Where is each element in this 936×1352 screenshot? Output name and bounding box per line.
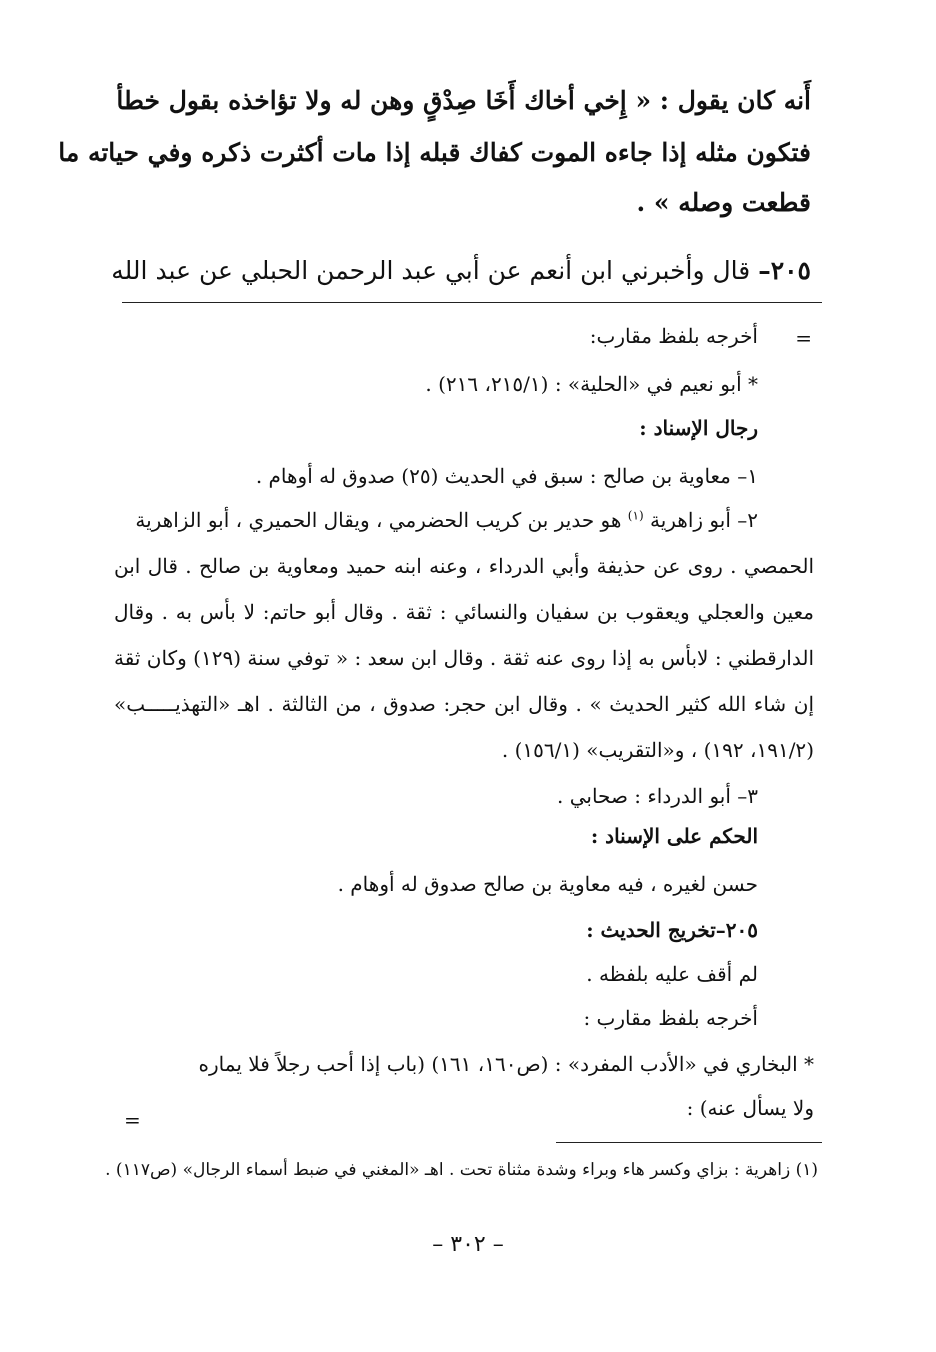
narrator-1-line: ١– معاوية بن صالح : سبق في الحديث (٢٥) صدوق له أوهام . bbox=[255, 464, 758, 488]
main-text-line-1: أَنه كان يقول : « إِخي أخاك أَخَا صِدْقٍ وهن له ولا تؤاخذه بقول خطأ bbox=[116, 86, 811, 115]
continuation-mark-bottom: = bbox=[124, 1108, 141, 1132]
footnote-ref[interactable]: (١) bbox=[627, 508, 644, 523]
narrator-2-desc: هو حدير بن كريب الحضرمي ، ويقال الحميري ، أبو الزاهرية bbox=[135, 508, 622, 532]
bukhari-line-2: ولا يسأل عنه) : bbox=[686, 1096, 814, 1120]
hadith-205-line bbox=[111, 256, 811, 285]
hadith-text: قال وأخبرني ابن أنعم عن أبي عبد الرحمن الحبلي عن عبد الله bbox=[111, 256, 751, 285]
footnote-separator bbox=[556, 1142, 822, 1143]
narrator-2-line-4: الدارقطني : لابأس به إذا روى عنه ثقة . وقال ابن سعد : « توفي سنة (١٢٩) وكان ثقة bbox=[114, 646, 814, 670]
rijal-heading: رجال الإسناد : bbox=[639, 416, 758, 440]
narrator-2-line-6: (١٩١/٢، ١٩٢) ، و«التقريب» (١٥٦/١) . bbox=[501, 738, 814, 762]
lam-aqif-line: لم أقف عليه بلفظه . bbox=[586, 962, 758, 986]
hukm-text: حسن لغيره ، فيه معاوية بن صالح صدوق له أوهام . bbox=[337, 872, 758, 896]
hukm-heading: الحكم على الإسناد : bbox=[590, 824, 758, 848]
narrator-2-line-3: معين والعجلي ويعقوب بن سفيان والنسائي : ثقة . وقال أبو حاتم: لا بأس به . وقال bbox=[114, 600, 814, 624]
footnote-1: (١) زاهرية : بزاي وكسر هاء وبراء وشدة مثناة تحت . اهـ «المغني في ضبط أسماء الرجال» (ص١١٧) . bbox=[105, 1160, 818, 1180]
akhrajahu-2-line: أخرجه بلفظ مقارب : bbox=[583, 1006, 758, 1030]
bukhari-line-1: * البخاري في «الأدب المفرد» : (ص١٦٠، ١٦١) (باب إذا أحب رجلاً فلا يماره bbox=[198, 1052, 814, 1076]
footnote-separator-top bbox=[122, 302, 822, 303]
main-text-line-2: فتكون مثله إذا جاءه الموت كفاك قبله إذا مات أكثرت ذكره وفي حياته ما bbox=[58, 138, 811, 167]
narrator-2-line-1 bbox=[135, 508, 758, 532]
narrator-2-line-5: إن شاء الله كثير الحديث » . وقال ابن حجر: صدوق ، من الثالثة . اهـ «التهذيـــــب» bbox=[114, 692, 814, 716]
narrator-3-line: ٣– أبو الدرداء : صحابي . bbox=[557, 784, 758, 808]
takhrij-heading: ٢٠٥–تخريج الحديث : bbox=[586, 918, 758, 942]
akhrajahu-line: أخرجه بلفظ مقارب: bbox=[589, 324, 758, 348]
hadith-number: ٢٠٥– bbox=[758, 256, 811, 285]
narrator-2-name: ٢– أبو زاهرية bbox=[649, 508, 758, 532]
narrator-2-line-2: الحمصي . روى عن حذيفة وأبي الدرداء ، وعنه ابنه حميد ومعاوية بن صالح . قال ابن bbox=[114, 554, 814, 578]
continuation-mark-top: = bbox=[795, 326, 812, 350]
page-number: – ٣٠٢ – bbox=[432, 1232, 504, 1257]
main-text-line-3: قطعت وصله » . bbox=[636, 188, 811, 217]
abu-nuaym-line: * أبو نعيم في «الحلية» : (٢١٥/١، ٢١٦) . bbox=[425, 372, 758, 396]
